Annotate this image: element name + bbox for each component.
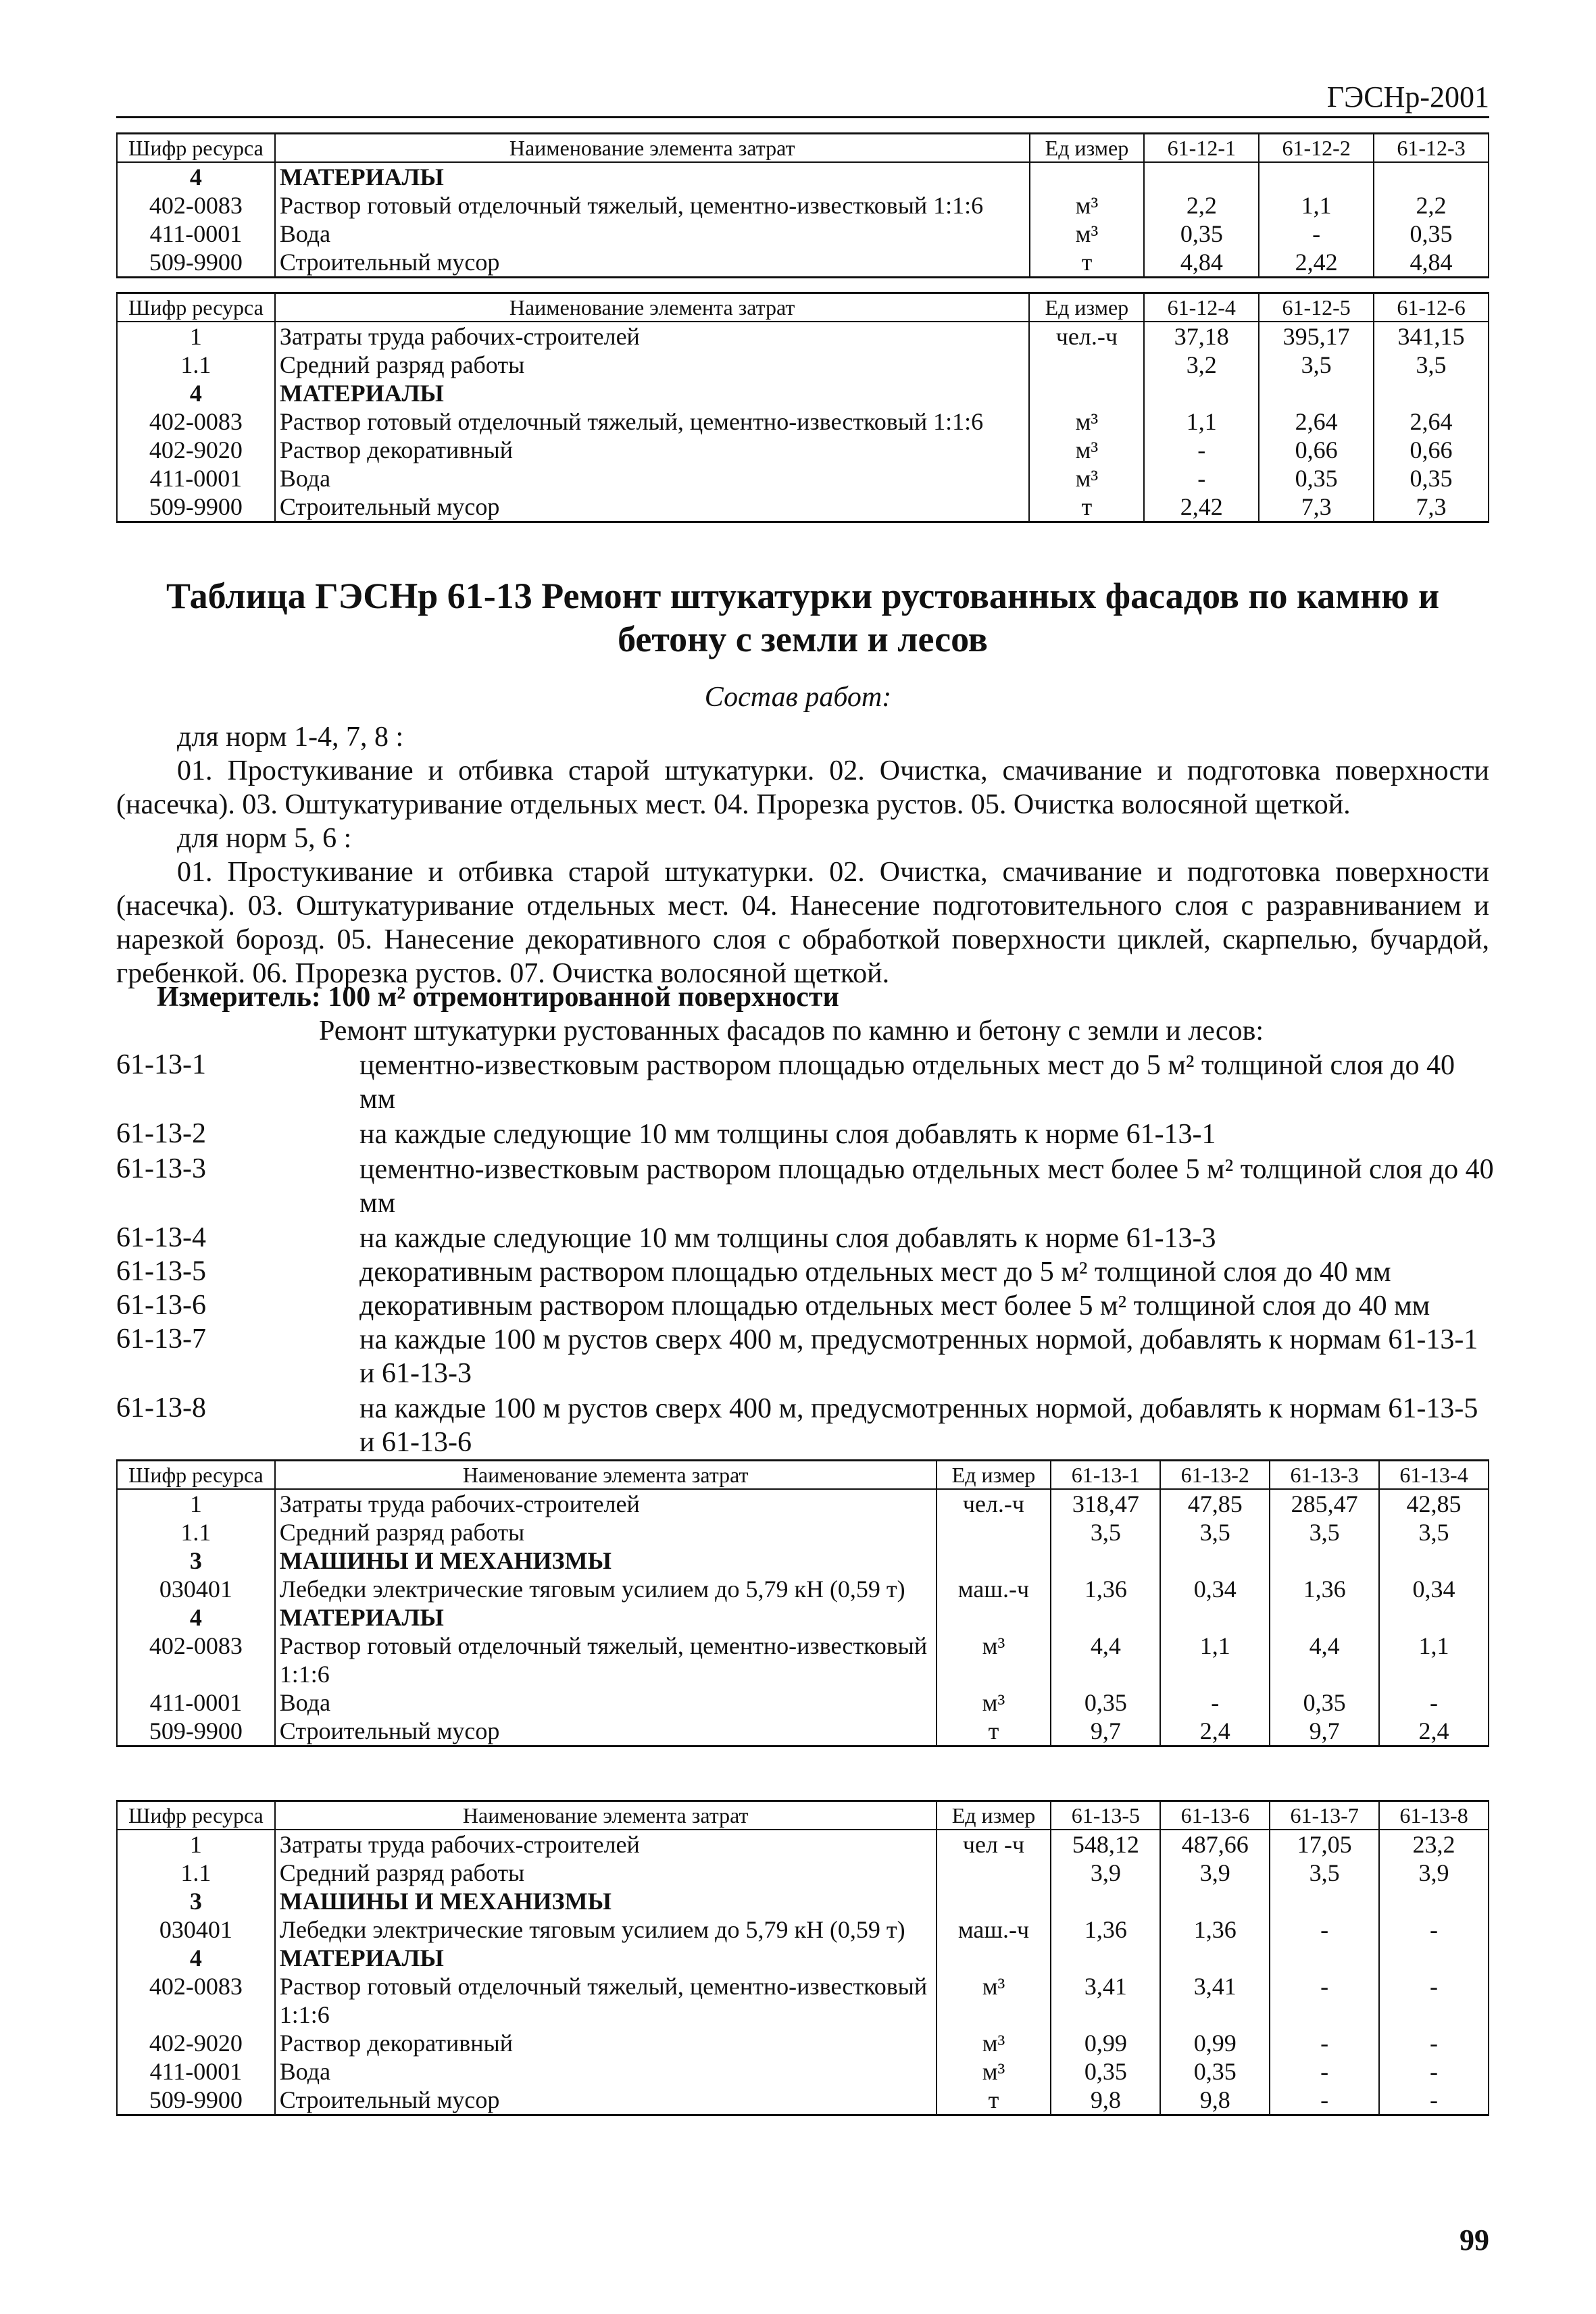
value-cell: 3,9 (1051, 1859, 1160, 1887)
value-cell: - (1144, 436, 1259, 464)
value-cell: - (1259, 220, 1374, 248)
value-cell (1374, 379, 1489, 407)
unit-cell: м³ (1030, 191, 1145, 220)
cost-element-cell: Раствор готовый отделочный тяжелый, цементно-известковый 1:1:6 (275, 407, 1030, 436)
value-cell: 9,8 (1160, 2086, 1270, 2115)
table-row (117, 1546, 1489, 1575)
table-header-row (117, 1801, 1489, 1830)
column-header: 61-12-4 (1144, 293, 1259, 322)
value-cell (1270, 1887, 1379, 1915)
unit-cell (937, 1944, 1051, 1972)
unit-cell (937, 1859, 1051, 1887)
cost-element-cell: Лебедки электрические тяговым усилием до 5,79 кН (0,59 т) (275, 1575, 937, 1603)
value-cell: 4,84 (1144, 248, 1259, 278)
cost-element-cell: Средний разряд работы (275, 351, 1030, 379)
value-cell: 2,2 (1144, 191, 1259, 220)
group-a-label: для норм 1-4, 7, 8 : (177, 722, 404, 753)
table-row (117, 2057, 1489, 2086)
norm-description: декоративным раствором площадью отдельных мест до 5 м² толщиной слоя до 40 мм (359, 1257, 1391, 1288)
resource-code-cell: 509-9900 (117, 493, 275, 522)
value-cell: - (1379, 2029, 1489, 2057)
value-cell (1259, 379, 1374, 407)
cost-element-cell: МАТЕРИАЛЫ (275, 1603, 937, 1632)
resource-code-cell: 4 (117, 162, 275, 191)
table-header-row (117, 134, 1489, 163)
value-cell (1144, 162, 1259, 191)
resource-table-61-13-5-8 (116, 1800, 1489, 2116)
value-cell: 0,35 (1051, 1688, 1160, 1717)
value-cell: 1,36 (1270, 1575, 1379, 1603)
cost-element-cell: Раствор готовый отделочный тяжелый, цементно-известковый 1:1:6 (275, 1972, 937, 2029)
resource-table-61-12-4-6 (116, 292, 1489, 523)
column-header: 61-13-4 (1379, 1461, 1489, 1490)
norm-code: 61-13-5 (116, 1256, 206, 1287)
value-cell: 2,4 (1160, 1717, 1270, 1746)
unit-cell (1029, 379, 1144, 407)
value-cell (1051, 1887, 1160, 1915)
column-header: Шифр ресурса (117, 293, 275, 322)
value-cell (1379, 1603, 1489, 1632)
unit-cell: м³ (937, 2057, 1051, 2086)
unit-cell: т (1030, 248, 1145, 278)
value-cell (1379, 1887, 1489, 1915)
value-cell: - (1379, 2057, 1489, 2086)
unit-cell: чел.-ч (937, 1489, 1051, 1518)
value-cell: 3,41 (1051, 1972, 1160, 2029)
cost-element-cell: МАТЕРИАЛЫ (275, 162, 1030, 191)
table-row (117, 1944, 1489, 1972)
column-header: 61-13-7 (1270, 1801, 1379, 1830)
table-row (117, 379, 1489, 407)
resource-code-cell: 4 (117, 1603, 275, 1632)
value-cell (1259, 162, 1374, 191)
value-cell: 487,66 (1160, 1830, 1270, 1859)
unit-cell: м³ (1029, 436, 1144, 464)
document-code: ГЭСНр-2001 (1326, 80, 1489, 114)
column-header: Ед измер (1029, 293, 1144, 322)
value-cell: - (1379, 1688, 1489, 1717)
value-cell: 0,35 (1270, 1688, 1379, 1717)
value-cell: 3,5 (1259, 351, 1374, 379)
unit-cell: м³ (1030, 220, 1145, 248)
resource-code-cell: 402-0083 (117, 407, 275, 436)
norm-description: на каждые 100 м рустов сверх 400 м, предусмотренных нормой, добавлять к нормам 61-13-1 и 61-13-3 (359, 1324, 1478, 1389)
norm-code: 61-13-8 (116, 1392, 206, 1424)
column-header: 61-13-6 (1160, 1801, 1270, 1830)
value-cell: 341,15 (1374, 322, 1489, 351)
unit-cell (937, 1887, 1051, 1915)
value-cell (1270, 1944, 1379, 1972)
cost-element-cell: Раствор готовый отделочный тяжелый, цементно-известковый 1:1:6 (275, 191, 1030, 220)
table-header-row (117, 1461, 1489, 1490)
column-header: Наименование элемента затрат (275, 134, 1030, 163)
norm-code: 61-13-3 (116, 1153, 206, 1184)
resource-code-cell: 402-9020 (117, 436, 275, 464)
cost-element-cell: Раствор готовый отделочный тяжелый, цементно-известковый 1:1:6 (275, 1632, 937, 1688)
value-cell: 4,84 (1374, 248, 1489, 278)
cost-element-cell: Вода (275, 220, 1030, 248)
value-cell: 2,42 (1144, 493, 1259, 522)
column-header: Наименование элемента затрат (275, 1801, 937, 1830)
resource-code-cell: 1 (117, 1830, 275, 1859)
resource-code-cell: 411-0001 (117, 2057, 275, 2086)
value-cell (1160, 1944, 1270, 1972)
value-cell: 1,36 (1051, 1915, 1160, 1944)
unit-cell: м³ (937, 1688, 1051, 1717)
resource-code-cell: 1.1 (117, 1859, 275, 1887)
unit-cell: м³ (937, 1632, 1051, 1688)
column-header: Наименование элемента затрат (275, 1461, 937, 1490)
value-cell: 0,35 (1051, 2057, 1160, 2086)
value-cell: 0,99 (1051, 2029, 1160, 2057)
cost-element-cell: Вода (275, 464, 1030, 493)
cost-element-cell: МАТЕРИАЛЫ (275, 1944, 937, 1972)
value-cell: 3,5 (1160, 1518, 1270, 1546)
cost-element-cell: Средний разряд работы (275, 1518, 937, 1546)
value-cell: 4,4 (1051, 1632, 1160, 1688)
cost-element-cell: Строительный мусор (275, 493, 1030, 522)
unit-cell (937, 1546, 1051, 1575)
value-cell: 1,36 (1051, 1575, 1160, 1603)
value-cell: 1,36 (1160, 1915, 1270, 1944)
value-cell: 47,85 (1160, 1489, 1270, 1518)
unit-cell (937, 1603, 1051, 1632)
table-row (117, 1859, 1489, 1887)
table-row (117, 2086, 1489, 2115)
resource-code-cell: 1.1 (117, 1518, 275, 1546)
cost-element-cell: Строительный мусор (275, 1717, 937, 1746)
group-b-label: для норм 5, 6 : (177, 823, 352, 854)
column-header: Шифр ресурса (117, 1461, 275, 1490)
value-cell: - (1270, 1915, 1379, 1944)
table-row (117, 191, 1489, 220)
resource-code-cell: 402-0083 (117, 1972, 275, 2029)
value-cell: 3,5 (1374, 351, 1489, 379)
value-cell: - (1379, 2086, 1489, 2115)
table-row (117, 1915, 1489, 1944)
table-row (117, 2029, 1489, 2057)
work-composition-heading: Состав работ: (704, 682, 892, 713)
cost-element-cell: Затраты труда рабочих-строителей (275, 322, 1030, 351)
column-header: Ед измер (1030, 134, 1145, 163)
cost-element-cell: МАШИНЫ И МЕХАНИЗМЫ (275, 1887, 937, 1915)
value-cell (1144, 379, 1259, 407)
table-row (117, 493, 1489, 522)
norm-description: цементно-известковым раствором площадью отдельных мест более 5 м² толщиной слоя до 40 мм (359, 1154, 1494, 1219)
norm-code: 61-13-2 (116, 1118, 206, 1149)
value-cell: 0,34 (1379, 1575, 1489, 1603)
unit-cell (1029, 351, 1144, 379)
resource-code-cell: 1 (117, 322, 275, 351)
cost-element-cell: Строительный мусор (275, 248, 1030, 278)
value-cell: 4,4 (1270, 1632, 1379, 1688)
norm-code: 61-13-6 (116, 1290, 206, 1321)
value-cell: 1,1 (1144, 407, 1259, 436)
value-cell (1051, 1546, 1160, 1575)
table-row (117, 351, 1489, 379)
column-header: 61-12-5 (1259, 293, 1374, 322)
norm-code: 61-13-4 (116, 1222, 206, 1253)
value-cell: 285,47 (1270, 1489, 1379, 1518)
value-cell: 0,34 (1160, 1575, 1270, 1603)
cost-element-cell: Раствор декоративный (275, 2029, 937, 2057)
value-cell: 0,66 (1374, 436, 1489, 464)
measure-unit: Измеритель: 100 м² отремонтированной поверхности (157, 982, 839, 1013)
resource-code-cell: 402-0083 (117, 1632, 275, 1688)
cost-element-cell: Строительный мусор (275, 2086, 937, 2115)
table-row (117, 248, 1489, 278)
unit-cell: м³ (1029, 464, 1144, 493)
column-header: 61-13-1 (1051, 1461, 1160, 1490)
table-row (117, 1972, 1489, 2029)
resource-code-cell: 509-9900 (117, 248, 275, 278)
table-row (117, 464, 1489, 493)
column-header: Ед измер (937, 1461, 1051, 1490)
value-cell: 0,35 (1259, 464, 1374, 493)
value-cell: - (1270, 2029, 1379, 2057)
table-header-row (117, 293, 1489, 322)
table-row (117, 407, 1489, 436)
unit-cell: т (1029, 493, 1144, 522)
value-cell: 0,35 (1160, 2057, 1270, 2086)
unit-cell (937, 1518, 1051, 1546)
unit-cell: т (937, 1717, 1051, 1746)
norm-description: декоративным раствором площадью отдельных мест более 5 м² толщиной слоя до 40 мм (359, 1290, 1430, 1322)
value-cell: 3,9 (1160, 1859, 1270, 1887)
resource-code-cell: 411-0001 (117, 1688, 275, 1717)
value-cell: 1,1 (1160, 1632, 1270, 1688)
value-cell: 23,2 (1379, 1830, 1489, 1859)
value-cell: 9,7 (1051, 1717, 1160, 1746)
cost-element-cell: Затраты труда рабочих-строителей (275, 1830, 937, 1859)
resource-code-cell: 411-0001 (117, 220, 275, 248)
value-cell: 2,4 (1379, 1717, 1489, 1746)
group-a-text: 01. Простукивание и отбивка старой штукатурки. 02. Очистка, смачивание и подготовка поверхности (насечка). 03. Оштукатуривание отдельных мест. 04. Прорезка рустов. 05. Очистка волосяной щеткой. (116, 755, 1489, 820)
table-row (117, 322, 1489, 351)
value-cell (1270, 1603, 1379, 1632)
value-cell (1051, 1603, 1160, 1632)
norm-description: на каждые 100 м рустов сверх 400 м, предусмотренных нормой, добавлять к нормам 61-13-5 и 61-13-6 (359, 1393, 1478, 1458)
column-header: Наименование элемента затрат (275, 293, 1030, 322)
resource-code-cell: 4 (117, 1944, 275, 1972)
page-number: 99 (1460, 2223, 1489, 2257)
unit-cell: т (937, 2086, 1051, 2115)
value-cell: 3,5 (1379, 1518, 1489, 1546)
table-row (117, 1575, 1489, 1603)
resource-code-cell: 030401 (117, 1915, 275, 1944)
column-header: 61-12-1 (1144, 134, 1259, 163)
value-cell (1379, 1546, 1489, 1575)
value-cell: 3,5 (1270, 1518, 1379, 1546)
value-cell: 0,66 (1259, 436, 1374, 464)
value-cell: 0,35 (1144, 220, 1259, 248)
resource-code-cell: 402-9020 (117, 2029, 275, 2057)
header-divider (116, 116, 1489, 118)
value-cell: 3,41 (1160, 1972, 1270, 2029)
norm-code: 61-13-7 (116, 1324, 206, 1355)
unit-cell: м³ (1029, 407, 1144, 436)
unit-cell (1030, 162, 1145, 191)
resource-table-61-13-1-4 (116, 1459, 1489, 1747)
value-cell: 3,5 (1270, 1859, 1379, 1887)
value-cell: 3,9 (1379, 1859, 1489, 1887)
table-row (117, 1830, 1489, 1859)
norm-code: 61-13-1 (116, 1049, 206, 1080)
table-row (117, 162, 1489, 191)
resource-code-cell: 1.1 (117, 351, 275, 379)
value-cell: 0,35 (1374, 220, 1489, 248)
column-header: 61-12-2 (1259, 134, 1374, 163)
table-row (117, 1518, 1489, 1546)
value-cell: 318,47 (1051, 1489, 1160, 1518)
value-cell: - (1270, 2086, 1379, 2115)
group-b-text: 01. Простукивание и отбивка старой штукатурки. 02. Очистка, смачивание и подготовка поверхности (насечка). 03. Оштукатуривание отдельных мест. 04. Нанесение подготовительного слоя с разравниванием и нарезкой борозд. 05. Нанесение декоративного слоя с обработкой поверхности циклей, скарпелью, бучардой, гребенкой. 06. Прорезка рустов. 07. Очистка волосяной щеткой. (116, 857, 1489, 989)
cost-element-cell: Раствор декоративный (275, 436, 1030, 464)
resource-code-cell: 509-9900 (117, 1717, 275, 1746)
value-cell: 9,7 (1270, 1717, 1379, 1746)
cost-element-cell: Вода (275, 1688, 937, 1717)
norm-description: на каждые следующие 10 мм толщины слоя добавлять к норме 61-13-1 (359, 1119, 1216, 1150)
value-cell: 17,05 (1270, 1830, 1379, 1859)
table-row (117, 1688, 1489, 1717)
section-title: Таблица ГЭСНр 61-13 Ремонт штукатурки рустованных фасадов по камню и бетону с земли и лесов (166, 576, 1440, 659)
value-cell: 395,17 (1259, 322, 1374, 351)
unit-cell: м³ (937, 1972, 1051, 2029)
value-cell (1160, 1603, 1270, 1632)
column-header: Ед измер (937, 1801, 1051, 1830)
unit-cell: м³ (937, 2029, 1051, 2057)
value-cell: 2,64 (1374, 407, 1489, 436)
resource-code-cell: 509-9900 (117, 2086, 275, 2115)
column-header: 61-13-2 (1160, 1461, 1270, 1490)
value-cell: 37,18 (1144, 322, 1259, 351)
value-cell: 3,5 (1051, 1518, 1160, 1546)
value-cell: - (1160, 1688, 1270, 1717)
value-cell: 2,2 (1374, 191, 1489, 220)
value-cell: 3,2 (1144, 351, 1259, 379)
resource-table-61-12-1-3 (116, 132, 1489, 278)
cost-element-cell: Затраты труда рабочих-строителей (275, 1489, 937, 1518)
column-header: 61-12-6 (1374, 293, 1489, 322)
unit-cell: чел.-ч (1029, 322, 1144, 351)
column-header: 61-13-8 (1379, 1801, 1489, 1830)
value-cell (1379, 1944, 1489, 1972)
unit-cell: маш.-ч (937, 1575, 1051, 1603)
value-cell: - (1270, 2057, 1379, 2086)
value-cell: - (1379, 1972, 1489, 2029)
resource-code-cell: 1 (117, 1489, 275, 1518)
column-header: 61-13-3 (1270, 1461, 1379, 1490)
value-cell (1374, 162, 1489, 191)
value-cell: 2,64 (1259, 407, 1374, 436)
cost-element-cell: Лебедки электрические тяговым усилием до 5,79 кН (0,59 т) (275, 1915, 937, 1944)
cost-element-cell: Средний разряд работы (275, 1859, 937, 1887)
table-row (117, 436, 1489, 464)
table-row (117, 1717, 1489, 1746)
norm-description: на каждые следующие 10 мм толщины слоя добавлять к норме 61-13-3 (359, 1223, 1216, 1254)
cost-element-cell: МАШИНЫ И МЕХАНИЗМЫ (275, 1546, 937, 1575)
resource-code-cell: 411-0001 (117, 464, 275, 493)
value-cell: 2,42 (1259, 248, 1374, 278)
column-header: 61-12-3 (1374, 134, 1489, 163)
table-row (117, 220, 1489, 248)
value-cell: 42,85 (1379, 1489, 1489, 1518)
cost-element-cell: МАТЕРИАЛЫ (275, 379, 1030, 407)
norms-intro: Ремонт штукатурки рустованных фасадов по камню и бетону с земли и лесов: (319, 1015, 1264, 1047)
cost-element-cell: Вода (275, 2057, 937, 2086)
value-cell: - (1379, 1915, 1489, 1944)
value-cell: 1,1 (1259, 191, 1374, 220)
value-cell: 7,3 (1259, 493, 1374, 522)
column-header: Шифр ресурса (117, 134, 275, 163)
resource-code-cell: 3 (117, 1887, 275, 1915)
column-header: 61-13-5 (1051, 1801, 1160, 1830)
resource-code-cell: 030401 (117, 1575, 275, 1603)
table-row (117, 1887, 1489, 1915)
table-row (117, 1489, 1489, 1518)
unit-cell: маш.-ч (937, 1915, 1051, 1944)
value-cell: 7,3 (1374, 493, 1489, 522)
value-cell (1160, 1546, 1270, 1575)
norm-description: цементно-известковым раствором площадью отдельных мест до 5 м² толщиной слоя до 40 мм (359, 1050, 1455, 1115)
value-cell: - (1144, 464, 1259, 493)
resource-code-cell: 3 (117, 1546, 275, 1575)
unit-cell: чел -ч (937, 1830, 1051, 1859)
value-cell (1270, 1546, 1379, 1575)
value-cell: 548,12 (1051, 1830, 1160, 1859)
table-row (117, 1632, 1489, 1688)
table-row (117, 1603, 1489, 1632)
resource-code-cell: 402-0083 (117, 191, 275, 220)
value-cell: - (1270, 1972, 1379, 2029)
column-header: Шифр ресурса (117, 1801, 275, 1830)
value-cell: 1,1 (1379, 1632, 1489, 1688)
value-cell: 0,35 (1374, 464, 1489, 493)
resource-code-cell: 4 (117, 379, 275, 407)
value-cell: 0,99 (1160, 2029, 1270, 2057)
value-cell (1160, 1887, 1270, 1915)
value-cell (1051, 1944, 1160, 1972)
value-cell: 9,8 (1051, 2086, 1160, 2115)
